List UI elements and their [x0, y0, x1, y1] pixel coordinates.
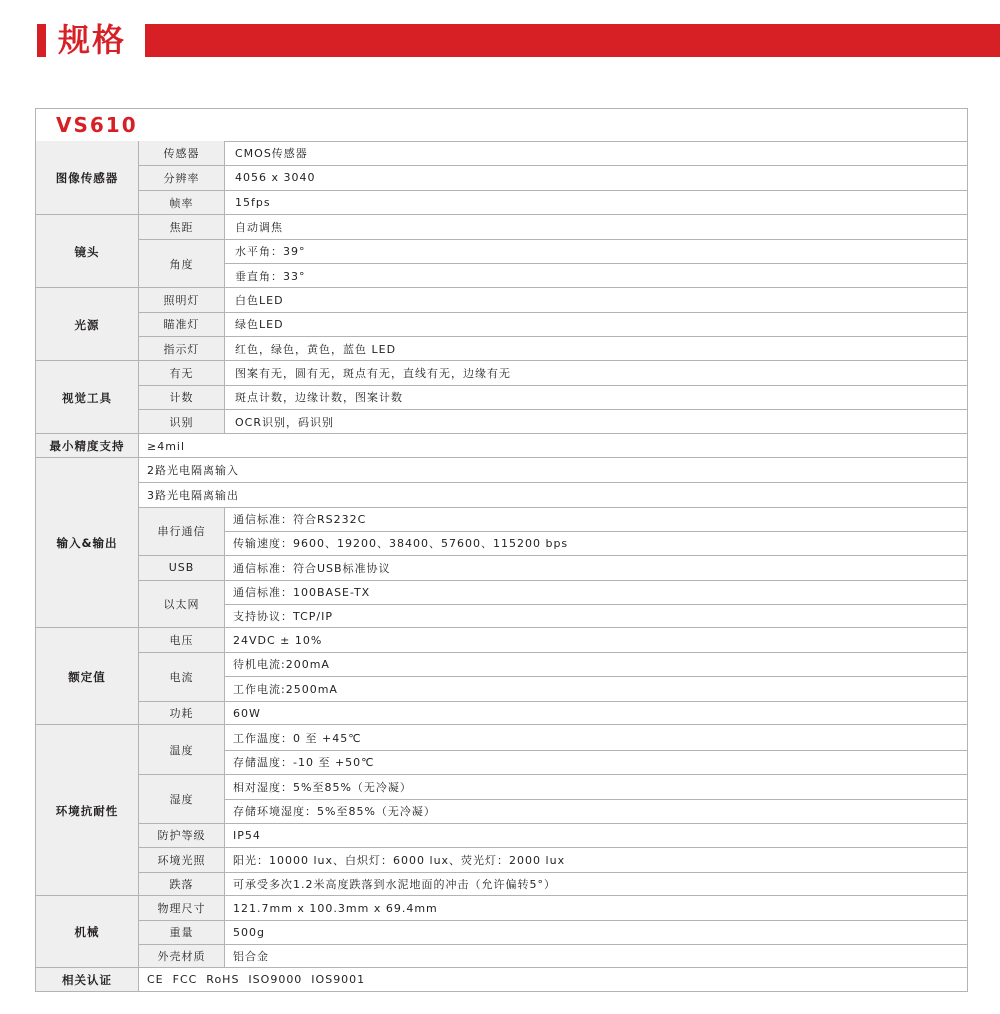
sub-label: 电流 [139, 652, 225, 701]
spec-value: 斑点计数，边缘计数，图案计数 [235, 391, 403, 404]
spec-value: 3路光电隔离输出 [147, 488, 239, 502]
divider [225, 531, 967, 532]
sub-label: 重量 [139, 920, 225, 944]
category-label: 光源 [36, 288, 139, 361]
section-vision-tools [36, 361, 967, 434]
sub-label: 防护等级 [139, 823, 225, 847]
category-label: 输入&输出 [36, 458, 139, 628]
divider [139, 872, 967, 873]
divider [225, 604, 967, 605]
sub-label: 角度 [139, 239, 225, 288]
sub-label: 帧率 [139, 190, 225, 215]
divider [225, 263, 967, 264]
spec-value: 图案有无，圆有无，斑点有无，直线有无，边缘有无 [235, 367, 511, 380]
divider [139, 944, 967, 945]
sub-label: 传感器 [139, 141, 225, 165]
divider [139, 190, 967, 191]
divider [139, 165, 967, 166]
spec-value: 存储温度：-10 至 +50℃ [233, 756, 375, 769]
sub-label: 物理尺寸 [139, 896, 225, 920]
spec-value: 自动调焦 [235, 221, 283, 234]
spec-value: 通信标准：符合RS232C [233, 513, 367, 526]
divider [139, 385, 967, 386]
category-label: 机械 [36, 896, 139, 968]
divider [225, 799, 967, 800]
sub-label: 分辨率 [139, 165, 225, 190]
page-title: 规格 [58, 21, 127, 59]
section-mechanical [36, 896, 967, 968]
sub-label: 温度 [139, 725, 225, 774]
divider [139, 920, 967, 921]
divider [139, 701, 967, 702]
divider [139, 482, 967, 483]
section-environment [36, 725, 967, 896]
divider [139, 555, 967, 556]
spec-value: 通信标准：符合USB标准协议 [233, 561, 391, 575]
sub-label: 跌落 [139, 872, 225, 896]
spec-value: 121.7mm x 100.3mm x 69.4mm [233, 901, 438, 915]
sub-label: 环境光照 [139, 847, 225, 872]
divider [139, 847, 967, 848]
spec-value: 通信标准：100BASE-TX [233, 586, 371, 599]
category-label: 镜头 [36, 215, 139, 288]
spec-value: 白色LED [235, 294, 284, 307]
sub-label: 湿度 [139, 774, 225, 823]
section-min-precision [36, 434, 967, 458]
spec-value: 可承受多次1.2米高度跌落到水泥地面的冲击（允许偏转5°） [233, 878, 556, 891]
spec-value: CE FCC RoHS ISO9000 IOS9001 [147, 973, 366, 986]
spec-value: 工作温度：0 至 +45℃ [233, 731, 362, 745]
sub-label: 计数 [139, 385, 225, 409]
category-label: 相关认证 [36, 968, 139, 991]
category-label: 图像传感器 [36, 141, 139, 215]
spec-value: 15fps [235, 196, 271, 209]
sub-label: USB [139, 555, 225, 580]
spec-value: 垂直角：33° [235, 269, 306, 283]
spec-value: 500g [233, 925, 265, 939]
section-rating [36, 628, 967, 725]
spec-value: 待机电流:200mA [233, 658, 330, 671]
spec-value: 存储环境湿度：5%至85%（无冷凝） [233, 805, 436, 818]
divider [225, 750, 967, 751]
sub-label: 有无 [139, 361, 225, 385]
section-light-source [36, 288, 967, 361]
spec-value: 工作电流:2500mA [233, 682, 338, 696]
spec-value: 铝合金 [233, 950, 269, 963]
divider [139, 580, 967, 581]
section-image-sensor [36, 141, 967, 215]
spec-value: 红色，绿色，黄色，蓝色 LED [235, 342, 397, 356]
spec-value: ≥4mil [147, 439, 186, 453]
sub-label: 照明灯 [139, 288, 225, 312]
divider [225, 676, 967, 677]
divider [139, 652, 967, 653]
spec-value: 24VDC ± 10% [233, 633, 323, 647]
section-lens [36, 215, 967, 288]
model-header [36, 109, 967, 142]
spec-value: 2路光电隔离输入 [147, 464, 239, 477]
spec-value: OCR识别，码识别 [235, 415, 334, 429]
model-name: VS610 [56, 113, 138, 137]
sub-label: 外壳材质 [139, 944, 225, 968]
header-banner-bar [145, 24, 1000, 57]
sub-label: 电压 [139, 628, 225, 652]
spec-value: CMOS传感器 [235, 147, 308, 160]
spec-value: 绿色LED [235, 318, 284, 331]
sub-label: 以太网 [139, 580, 225, 628]
divider [139, 409, 967, 410]
divider [139, 507, 967, 508]
sub-label: 串行通信 [139, 507, 225, 555]
divider [139, 312, 967, 313]
section-io [36, 458, 967, 628]
category-label: 额定值 [36, 628, 139, 725]
spec-value: 60W [233, 706, 261, 720]
spec-value: 支持协议：TCP/IP [233, 610, 333, 623]
spec-value: 相对湿度：5%至85%（无冷凝） [233, 780, 412, 794]
category-label: 环境抗耐性 [36, 725, 139, 896]
sub-label: 识别 [139, 409, 225, 434]
divider [139, 239, 967, 240]
divider [139, 823, 967, 824]
section-certification [36, 968, 967, 991]
spec-value: IP54 [233, 828, 261, 842]
sub-label: 功耗 [139, 701, 225, 725]
category-label: 最小精度支持 [36, 434, 139, 458]
sub-label: 瞄准灯 [139, 312, 225, 336]
sub-label: 指示灯 [139, 336, 225, 361]
spec-value: 传输速度：9600、19200、38400、57600、115200 bps [233, 537, 569, 550]
divider [139, 774, 967, 775]
category-label: 视觉工具 [36, 361, 139, 434]
divider [139, 336, 967, 337]
header-accent-bar [37, 24, 46, 57]
spec-value: 水平角：39° [235, 245, 306, 258]
spec-table [35, 108, 968, 992]
sub-label: 焦距 [139, 215, 225, 239]
spec-value: 阳光：10000 lux、白炽灯：6000 lux、荧光灯：2000 lux [233, 853, 566, 867]
spec-value: 4056 x 3040 [235, 171, 316, 184]
